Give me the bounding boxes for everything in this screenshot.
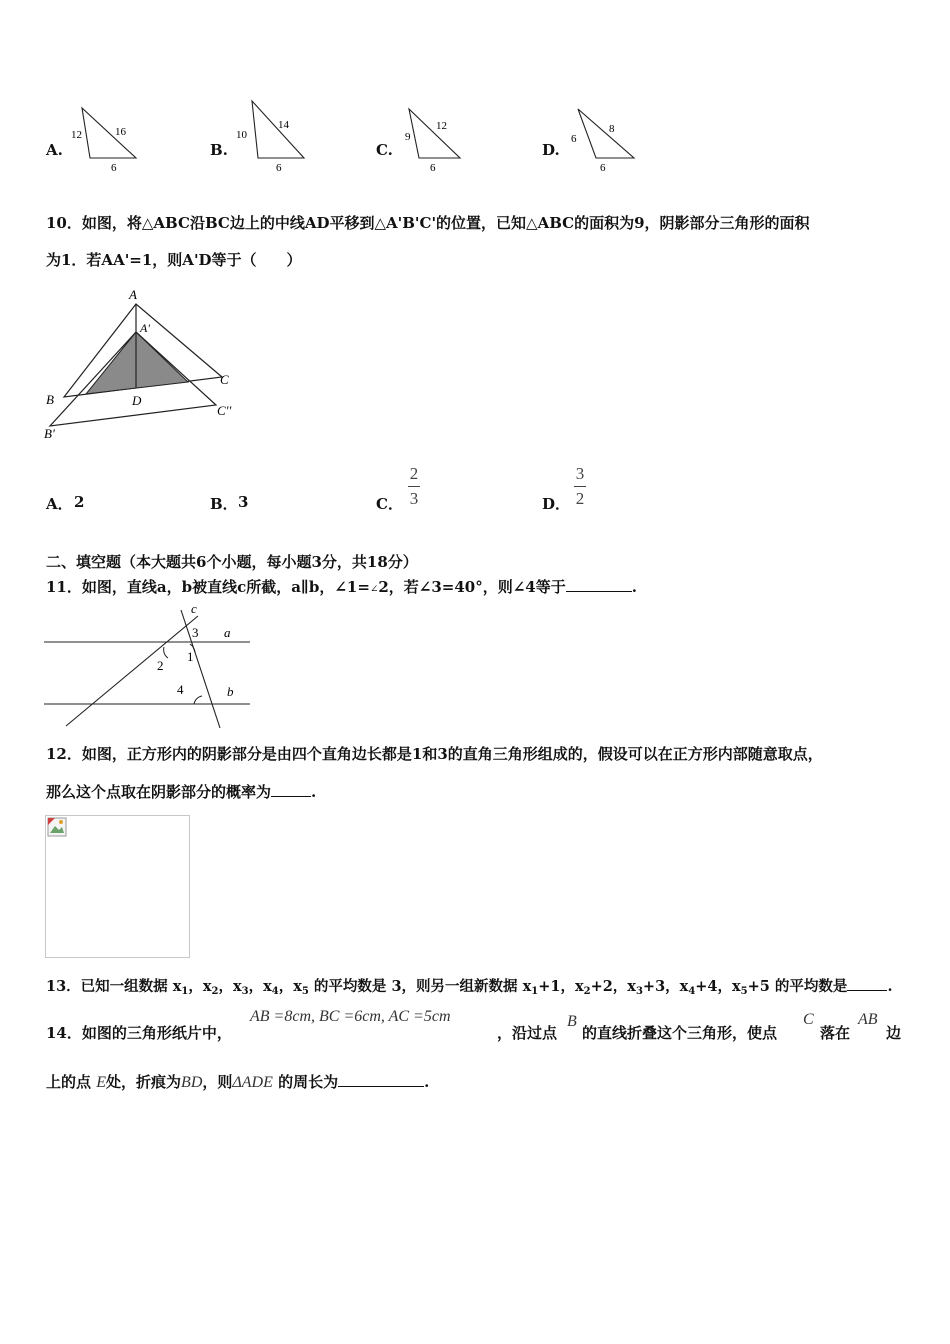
angle-4-arc xyxy=(194,696,202,704)
q11-figure xyxy=(44,600,254,732)
q11-small-angle: ∠ xyxy=(369,584,379,595)
label-b-prime: B' xyxy=(44,426,55,441)
label-a-prime: A' xyxy=(140,321,150,335)
q13-seg: +3，x xyxy=(642,978,689,995)
q9-b-side-bottom: 6 xyxy=(276,162,282,174)
q13-sub: 1 xyxy=(181,986,189,997)
q13-sub: 4 xyxy=(271,986,279,997)
q11-answer-blank[interactable] xyxy=(566,577,632,592)
label-angle-1: 1 xyxy=(187,649,194,664)
q14-point-e: E xyxy=(96,1074,107,1091)
q13-sub: 2 xyxy=(211,986,219,997)
label-angle-3: 3 xyxy=(192,625,199,640)
q13-seg: ，x xyxy=(278,978,302,995)
q11-text xyxy=(46,576,637,597)
q9-c-side-left: 9 xyxy=(405,131,411,143)
section-2-title: 二、填空题（本大题共6个小题，每小题3分，共18分） xyxy=(46,553,418,571)
q10-option-c-numerator: 2 xyxy=(409,464,419,483)
q10-option-b-letter: B． xyxy=(210,495,238,513)
q13-seg: ，x xyxy=(248,978,272,995)
q12-line2: 那么这个点取在阴影部分的概率为 xyxy=(46,783,272,801)
line-c xyxy=(181,610,220,728)
q9-option-a-letter: A. xyxy=(46,141,63,159)
q9-option-a-triangle xyxy=(68,102,142,174)
q12-answer-blank[interactable] xyxy=(271,782,311,797)
q10-line1: 10．如图，将△ABC沿BC边上的中线AD平移到△A'B'C'的位置，已知△ABC的面积为9，阴影部分三角形的面积 xyxy=(46,214,810,232)
q10-option-b-value: 3 xyxy=(238,493,249,511)
q10-option-a-value: 2 xyxy=(74,493,85,511)
label-c: c xyxy=(191,601,197,616)
q14-line2-post: 的周长为 xyxy=(278,1073,339,1091)
q10-option-c-denominator: 3 xyxy=(409,489,419,508)
q14-line2-mid2: ，则 xyxy=(202,1073,233,1091)
q9-d-side-left: 6 xyxy=(571,133,577,145)
q13-sub: 2 xyxy=(583,986,591,997)
label-d: D xyxy=(132,393,142,408)
q10-option-d-denominator: 2 xyxy=(575,489,585,508)
q9-a-side-left: 12 xyxy=(71,129,82,141)
q14-end: . xyxy=(424,1073,430,1091)
q12-line1: 12．如图，正方形内的阴影部分是由四个直角边长都是1和3的直角三角形组成的，假设可以在正方形内部随意取点， xyxy=(46,745,823,763)
q14-point-b: B xyxy=(567,1013,577,1030)
label-angle-4: 4 xyxy=(177,682,184,697)
q13-sub: 5 xyxy=(740,986,748,997)
q10-figure xyxy=(40,284,240,444)
q13-seg: +1，x xyxy=(538,978,584,995)
q14-line2-pre: 上的点 xyxy=(46,1073,92,1091)
q14-mid4: 边 xyxy=(886,1024,902,1042)
q11-text-pre: 11．如图，直线a，b被直线c所截，a∥b，∠1= xyxy=(46,578,370,596)
broken-image-icon xyxy=(47,817,67,837)
q13-seg: +4，x xyxy=(695,978,741,995)
q10-option-d-fraction xyxy=(574,464,586,509)
label-c-prime: C'' xyxy=(217,403,232,418)
q14-line2-mid: 处，折痕为 xyxy=(106,1073,182,1091)
q9-option-c-letter: C. xyxy=(376,141,393,159)
q10-option-a-letter: A． xyxy=(46,495,73,513)
q9-b-side-left: 10 xyxy=(236,129,247,141)
q14-line2 xyxy=(46,1071,429,1092)
q13-sub: 5 xyxy=(301,986,309,997)
q13-answer-blank[interactable] xyxy=(847,976,887,991)
q14-mid3: 落在 xyxy=(820,1024,851,1042)
q13-sub: 4 xyxy=(688,986,696,997)
q12-line2-wrap xyxy=(46,781,316,802)
q12-end: . xyxy=(311,783,317,801)
q9-c-side-bottom: 6 xyxy=(430,162,436,174)
q10-line2: 为1．若AA'=1，则A'D等于（ ） xyxy=(46,251,302,269)
q14-point-c: C xyxy=(803,1011,814,1028)
q14-side-ab: AB xyxy=(858,1011,878,1028)
q10-option-c-letter: C． xyxy=(376,495,403,513)
q9-option-c-triangle xyxy=(398,104,468,174)
q13-seg: ，x xyxy=(188,978,212,995)
label-c: C xyxy=(220,372,229,387)
q13-seg: 13．已知一组数据 x xyxy=(46,978,182,995)
q9-d-side-bottom: 6 xyxy=(600,162,606,174)
q13-end: . xyxy=(887,978,893,995)
q14-triangle-ade: ΔADE xyxy=(232,1074,273,1091)
label-b: b xyxy=(227,684,234,699)
q13-seg: +2，x xyxy=(590,978,636,995)
q14-mid1: ，沿过点 xyxy=(497,1024,558,1042)
q9-option-d-triangle xyxy=(564,104,638,174)
q13-sub: 3 xyxy=(635,986,643,997)
q10-option-d-letter: D． xyxy=(542,495,571,513)
q9-a-side-right: 16 xyxy=(115,126,126,138)
q9-option-d-letter: D. xyxy=(542,141,560,159)
q11-end: . xyxy=(631,578,637,596)
q10-option-d-numerator: 3 xyxy=(575,464,585,483)
q13-sub: 3 xyxy=(241,986,249,997)
q13-sub: 1 xyxy=(531,986,539,997)
q9-a-side-bottom: 6 xyxy=(111,162,117,174)
q10-option-c-fraction xyxy=(408,464,420,509)
transversal-left xyxy=(66,616,198,726)
q14-formula: AB =8cm, BC =6cm, AC =5cm xyxy=(250,1008,451,1025)
q9-b-side-right: 14 xyxy=(278,119,289,131)
q9-d-side-right: 8 xyxy=(609,123,615,135)
q14-answer-blank[interactable] xyxy=(338,1072,424,1087)
q9-c-side-right: 12 xyxy=(436,120,447,132)
q13-text xyxy=(46,975,893,997)
label-a: a xyxy=(224,625,231,640)
q9-option-b-letter: B. xyxy=(210,141,228,159)
q9-option-b-triangle xyxy=(232,96,308,174)
label-a: A xyxy=(129,287,137,302)
angle-2-arc xyxy=(164,647,168,658)
shaded-triangle xyxy=(86,332,188,394)
label-angle-2: 2 xyxy=(157,658,164,673)
q14-fold-bd: BD xyxy=(181,1074,203,1091)
q14-prefix: 14．如图的三角形纸片中， xyxy=(46,1024,232,1042)
q13-seg: 的平均数是 3，则另一组新数据 x xyxy=(308,978,532,995)
q14-mid2: 的直线折叠这个三角形，使点 xyxy=(582,1024,778,1042)
q12-figure-placeholder xyxy=(45,815,190,958)
q11-text-post: 2，若∠3=40°，则∠4等于 xyxy=(378,578,566,596)
q13-seg: +5 的平均数是 xyxy=(747,978,848,995)
label-b: B xyxy=(46,392,54,407)
q13-seg: ，x xyxy=(218,978,242,995)
